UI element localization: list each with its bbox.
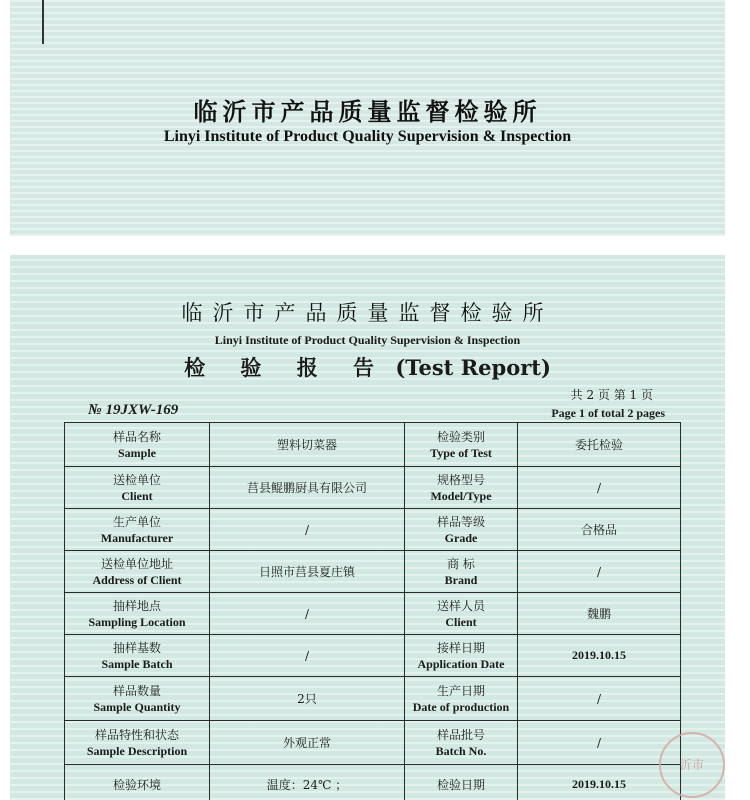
official-seal: 沂市 [659, 732, 725, 798]
field-label [405, 467, 518, 509]
cover-page [10, 0, 725, 236]
field-label-cn: 检验环境 [112, 777, 161, 792]
field-value: / [518, 677, 681, 721]
field-label-en: Brand [444, 572, 478, 587]
field-label-cn: 样品批号 [436, 727, 485, 742]
field-label-en: Date of production [412, 699, 510, 714]
field-label-en: Grade [444, 530, 478, 545]
field-label-en: Type of Test [430, 445, 492, 460]
field-label-cn: 样品等级 [436, 514, 485, 529]
cover-title-cn: 临沂市产品质量监督检验所 [193, 97, 542, 126]
report-title-cn: 检 验 报 告 [184, 355, 389, 380]
sample-info-table [64, 422, 681, 800]
field-value: / [210, 509, 405, 551]
field-label [405, 551, 518, 593]
field-label-cn: 送检单位地址 [100, 556, 173, 571]
field-label-cn: 检验类别 [436, 429, 485, 444]
field-label [65, 423, 210, 467]
field-label-cn: 样品名称 [112, 429, 161, 444]
field-label [405, 509, 518, 551]
field-value: 2只 [210, 677, 405, 721]
field-label-en: Client [121, 488, 153, 503]
page-count-cn: 共 2 页 第 1 页 [570, 388, 653, 402]
field-value: 合格品 [518, 509, 681, 551]
field-value: 塑料切菜器 [210, 423, 405, 467]
table-row [65, 677, 681, 721]
field-label-en: Sample Description [86, 743, 188, 758]
field-label-en: Address of Client [92, 572, 182, 587]
field-label-en: Sample Batch [101, 656, 173, 671]
field-label [65, 551, 210, 593]
field-label [65, 635, 210, 677]
field-label [405, 635, 518, 677]
field-label-en: Batch No. [435, 743, 487, 758]
field-label-cn: 抽样地点 [112, 598, 161, 613]
field-value: / [518, 551, 681, 593]
org-name-en: Linyi Institute of Product Quality Supervision & Inspection [214, 333, 521, 347]
field-label-cn: 生产日期 [436, 683, 485, 698]
field-label [65, 509, 210, 551]
field-value: / [210, 635, 405, 677]
field-label [405, 721, 518, 765]
field-value: 莒县鲲鹏厨具有限公司 [210, 467, 405, 509]
field-label [405, 593, 518, 635]
field-value: 日照市莒县夏庄镇 [210, 551, 405, 593]
table-row [65, 721, 681, 765]
field-label [65, 467, 210, 509]
field-value: 2019.10.15 [518, 765, 681, 800]
field-label-en: Sample [117, 445, 156, 460]
field-label-en: Client [445, 614, 477, 629]
table-row [65, 423, 681, 467]
table-row [65, 635, 681, 677]
field-label-cn: 规格型号 [436, 472, 485, 487]
report-number: № 19JXW-169 [88, 402, 179, 418]
table-row [65, 509, 681, 551]
field-label-cn: 样品数量 [112, 683, 161, 698]
field-value: / [210, 593, 405, 635]
field-label [405, 765, 518, 800]
report-title-en: (Test Report) [395, 355, 551, 380]
field-label-cn: 送样人员 [436, 598, 485, 613]
field-value: 温度：24℃ ； [210, 765, 405, 800]
field-label-cn: 检验日期 [436, 777, 485, 792]
field-value: 委托检验 [518, 423, 681, 467]
page-count-en: Page 1 of total 2 pages [551, 406, 665, 420]
field-label [405, 423, 518, 467]
field-label-cn: 商 标 [447, 556, 475, 571]
field-value: 2019.10.15 [518, 635, 681, 677]
table-row [65, 765, 681, 800]
cover-title-en: Linyi Institute of Product Quality Supervision & Inspection [163, 128, 572, 145]
field-label-en: Manufacturer [100, 530, 174, 545]
field-value: 外观正常 [210, 721, 405, 765]
field-label-cn: 送检单位 [112, 472, 161, 487]
table-row [65, 467, 681, 509]
field-label [65, 593, 210, 635]
field-label-cn: 样品特性和状态 [94, 727, 179, 742]
field-label-cn: 生产单位 [112, 514, 161, 529]
pen-mark [42, 0, 44, 44]
org-name-cn: 临沂市产品质量监督检验所 [181, 301, 554, 325]
field-label-en: Application Date [417, 656, 505, 671]
field-value: / [518, 467, 681, 509]
table-row [65, 593, 681, 635]
field-label [65, 765, 210, 800]
field-label [405, 677, 518, 721]
field-value: / [518, 721, 681, 765]
report-title [10, 352, 725, 382]
sample-info-body [65, 423, 681, 800]
field-label-en: Model/Type [430, 488, 492, 503]
field-label-en: Sample Quantity [93, 699, 181, 714]
report-page [10, 255, 725, 800]
field-label [65, 721, 210, 765]
field-label-en: Sampling Location [88, 614, 186, 629]
table-row [65, 551, 681, 593]
field-label-cn: 抽样基数 [112, 640, 161, 655]
field-value: 魏鹏 [518, 593, 681, 635]
field-label-cn: 接样日期 [436, 640, 485, 655]
field-label [65, 677, 210, 721]
